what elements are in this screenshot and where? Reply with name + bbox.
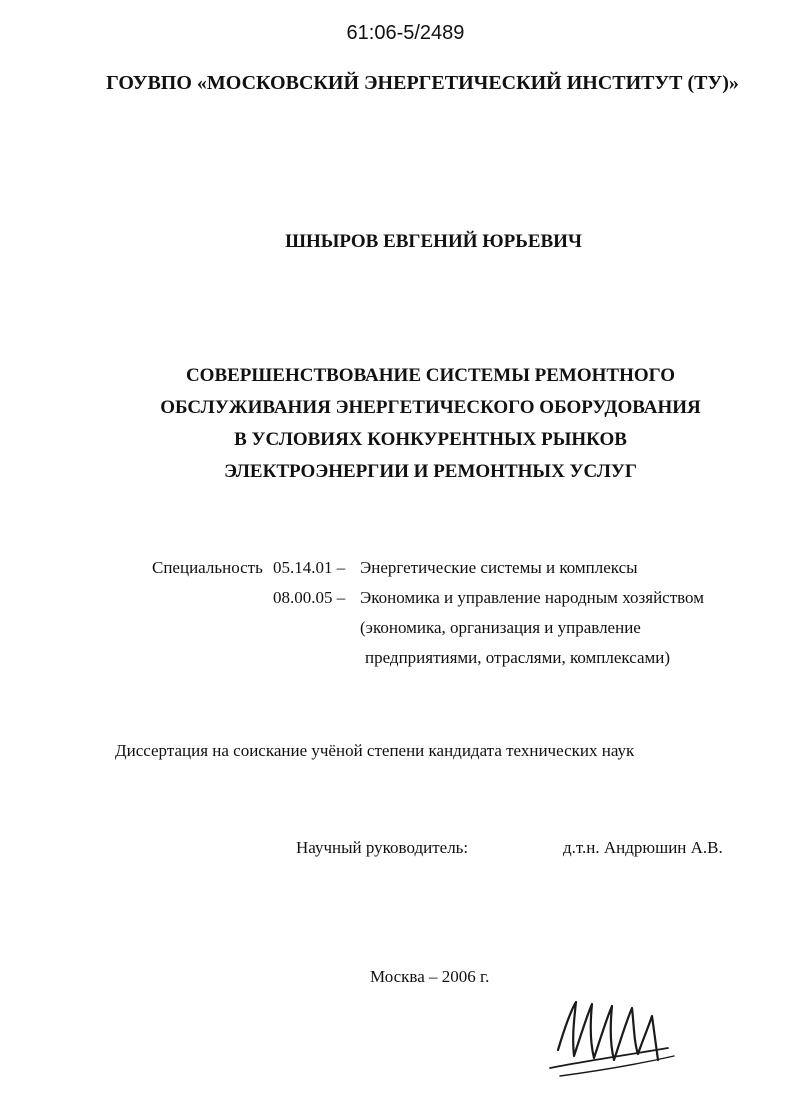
specialty-label: Специальность bbox=[152, 558, 263, 577]
specialty-continuation: предприятиями, отраслями, комплексами) bbox=[365, 648, 671, 667]
dissertation-title bbox=[0, 360, 793, 488]
archive-stamp-code: 61:06-5/2489 bbox=[346, 22, 465, 44]
specialty-name: Энергетические системы и комплексы bbox=[360, 558, 638, 577]
specialty-code: 08.00.05 – bbox=[273, 588, 346, 607]
title-line: В УСЛОВИЯХ КОНКУРЕНТНЫХ РЫНКОВ bbox=[234, 429, 627, 450]
specialty-code: 05.14.01 – bbox=[273, 558, 346, 577]
title-line: ОБСЛУЖИВАНИЯ ЭНЕРГЕТИЧЕСКОГО ОБОРУДОВАНИЯ bbox=[160, 397, 701, 418]
specialty-continuation: (экономика, организация и управление bbox=[360, 618, 641, 637]
supervisor-name: д.т.н. Андрюшин А.В. bbox=[563, 838, 723, 857]
title-line: СОВЕРШЕНСТВОВАНИЕ СИСТЕМЫ РЕМОНТНОГО bbox=[185, 365, 676, 386]
specialty-name: Экономика и управление народным хозяйством bbox=[360, 588, 704, 607]
title-line: ЭЛЕКТРОЭНЕРГИИ И РЕМОНТНЫХ УСЛУГ bbox=[224, 461, 637, 482]
author-name: ШНЫРОВ ЕВГЕНИЙ ЮРЬЕВИЧ bbox=[285, 231, 582, 252]
city-year: Москва – 2006 г. bbox=[370, 967, 490, 986]
institute-name: ГОУВПО «МОСКОВСКИЙ ЭНЕРГЕТИЧЕСКИЙ ИНСТИТУТ (ТУ)» bbox=[106, 72, 739, 94]
handwritten-signature bbox=[540, 990, 690, 1080]
supervisor-label: Научный руководитель: bbox=[296, 838, 469, 857]
dissertation-degree-statement: Диссертация на соискание учёной степени кандидата технических наук bbox=[115, 741, 635, 760]
